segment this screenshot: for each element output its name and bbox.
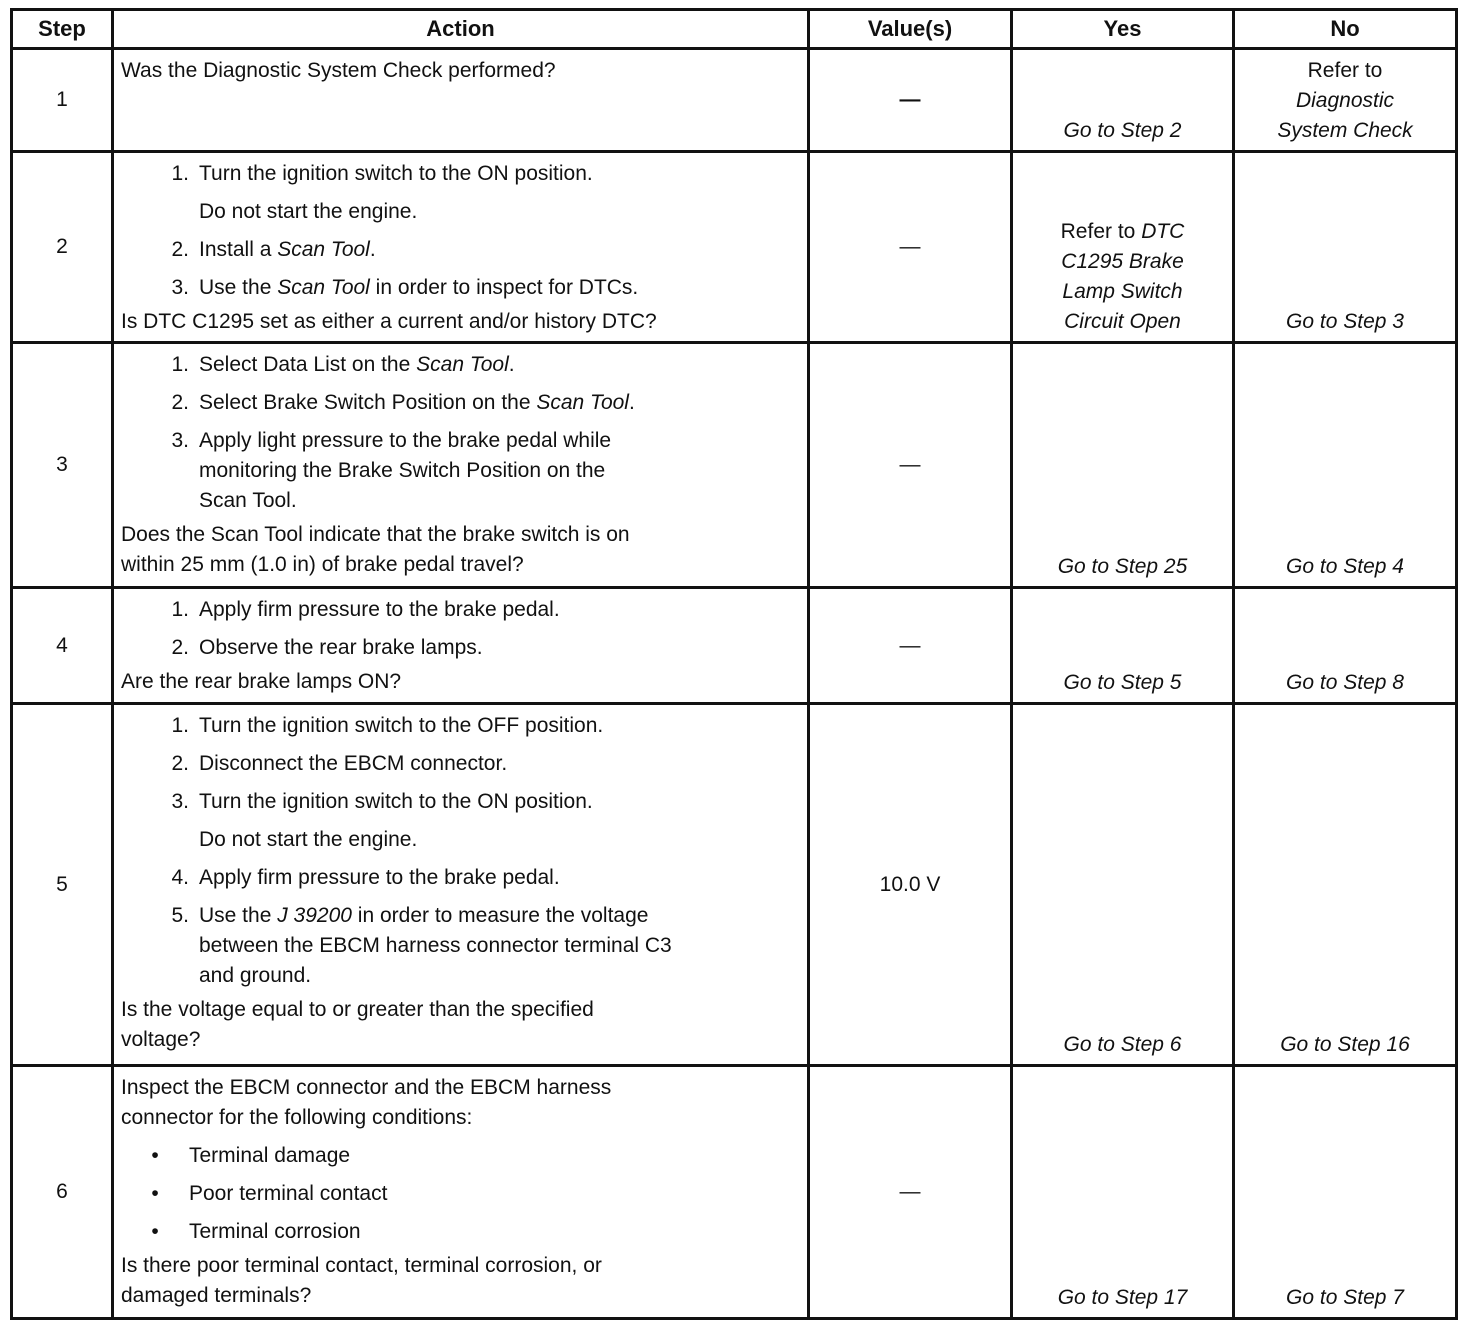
item-text-pre: Use the	[199, 276, 278, 299]
no-cell: Go to Step 16	[1234, 704, 1457, 1066]
list-item	[121, 159, 801, 189]
list-item	[121, 633, 801, 663]
diagnostic-table	[10, 8, 1458, 1320]
no-cell: Go to Step 7	[1234, 1066, 1457, 1319]
list-item	[121, 595, 801, 625]
item-number: 1.	[171, 598, 189, 621]
yes-ref-line4: Circuit Open	[1064, 310, 1181, 333]
list-item	[121, 1217, 801, 1247]
item-number: 2.	[171, 391, 189, 414]
item-number: 2.	[171, 238, 189, 261]
item-text-em: Scan Tool	[536, 391, 629, 414]
item-number: 2.	[171, 636, 189, 659]
item-text	[199, 426, 801, 516]
table-row	[12, 588, 1457, 704]
item-line: between the EBCM harness connector terminal C3	[199, 934, 672, 957]
action-cell	[113, 152, 809, 343]
item-text: Apply firm pressure to the brake pedal.	[199, 866, 560, 889]
list-item	[121, 350, 801, 380]
question: Are the rear brake lamps ON?	[121, 670, 402, 693]
list-item	[121, 273, 801, 303]
yes-cell	[1012, 152, 1234, 343]
item-text	[199, 273, 801, 303]
list-item	[121, 426, 801, 516]
item-text-pre: Select Data List on the	[199, 353, 417, 376]
list-item	[121, 1179, 801, 1209]
action-cell	[113, 49, 809, 152]
question-line: Does the Scan Tool indicate that the brake switch is on	[121, 523, 630, 546]
item-text-em: Scan Tool	[277, 276, 370, 299]
header-row	[12, 10, 1457, 49]
item-text	[199, 235, 801, 265]
step-number: 6	[12, 1066, 113, 1319]
item-number: 3.	[171, 790, 189, 813]
step-number: 4	[12, 588, 113, 704]
no-cell	[1234, 49, 1457, 152]
item-text: Turn the ignition switch to the ON position.	[199, 162, 593, 185]
item-text	[199, 350, 801, 380]
table-row	[12, 49, 1457, 152]
intro-line: Inspect the EBCM connector and the EBCM harness	[121, 1076, 612, 1099]
action-cell	[113, 1066, 809, 1319]
no-ref-line2: Diagnostic	[1295, 89, 1395, 112]
header-values: Value(s)	[809, 10, 1012, 49]
no-ref-line3: System Check	[1277, 119, 1413, 142]
item-text	[199, 901, 801, 991]
list-item	[121, 1141, 801, 1171]
question-line: Is there poor terminal contact, terminal corrosion, or	[121, 1254, 602, 1277]
item-text-post: in order to inspect for DTCs.	[369, 276, 639, 299]
header-action: Action	[113, 10, 809, 49]
question-line: damaged terminals?	[121, 1284, 312, 1307]
item-text: Observe the rear brake lamps.	[199, 636, 483, 659]
yes-cell: Go to Step 25	[1012, 343, 1234, 588]
item-text-pre: Install a	[199, 238, 278, 261]
item-text-pre: Select Brake Switch Position on the	[199, 391, 537, 414]
item-text-post: .	[628, 391, 635, 414]
yes-cell: Go to Step 2	[1012, 49, 1234, 152]
item-number: 5.	[171, 904, 189, 927]
item-text-em: Scan Tool	[416, 353, 509, 376]
question-line: Is the voltage equal to or greater than the specified	[121, 998, 594, 1021]
item-text: Terminal corrosion	[189, 1220, 361, 1243]
action-cell	[113, 343, 809, 588]
item-number: 3.	[171, 276, 189, 299]
item-text-pre: Use the	[199, 904, 278, 927]
value-cell: —	[809, 49, 1012, 152]
no-cell: Go to Step 4	[1234, 343, 1457, 588]
item-line: Scan Tool.	[199, 489, 297, 512]
yes-cell: Go to Step 6	[1012, 704, 1234, 1066]
step-number: 2	[12, 152, 113, 343]
value-cell: —	[809, 152, 1012, 343]
value-cell: —	[809, 588, 1012, 704]
header-no: No	[1234, 10, 1457, 49]
table-row	[12, 1066, 1457, 1319]
action-cell	[113, 704, 809, 1066]
list-item	[121, 711, 801, 741]
item-text-post: in order to measure the voltage	[351, 904, 649, 927]
no-cell: Go to Step 8	[1234, 588, 1457, 704]
item-text: Terminal damage	[189, 1144, 351, 1167]
item-text-post: .	[369, 238, 376, 261]
step-number: 1	[12, 49, 113, 152]
bullet-icon: •	[151, 1182, 159, 1205]
yes-cell: Go to Step 5	[1012, 588, 1234, 704]
item-text	[199, 388, 801, 418]
item-text: Poor terminal contact	[189, 1182, 388, 1205]
yes-ref-em: DTC	[1141, 220, 1185, 243]
table-row	[12, 704, 1457, 1066]
item-text-post: .	[508, 353, 515, 376]
item-text-em: J 39200	[277, 904, 352, 927]
list-item	[121, 749, 801, 779]
item-note: Do not start the engine.	[199, 200, 418, 223]
list-item	[121, 901, 801, 991]
yes-ref-line2: C1295 Brake	[1061, 250, 1184, 273]
action-cell	[113, 588, 809, 704]
question: Was the Diagnostic System Check performed?	[121, 59, 556, 82]
no-ref-prefix: Refer to	[1307, 59, 1383, 82]
item-text: Turn the ignition switch to the OFF position.	[199, 714, 604, 737]
item-number: 1.	[171, 714, 189, 737]
intro-line: connector for the following conditions:	[121, 1106, 473, 1129]
list-item	[121, 388, 801, 418]
item-text: Apply firm pressure to the brake pedal.	[199, 598, 560, 621]
step-number: 3	[12, 343, 113, 588]
bullet-icon: •	[151, 1144, 159, 1167]
list-item	[121, 787, 801, 817]
item-line: Apply light pressure to the brake pedal while	[199, 429, 612, 452]
item-text: Disconnect the EBCM connector.	[199, 752, 508, 775]
yes-ref-prefix: Refer to	[1060, 220, 1136, 243]
item-number: 1.	[171, 162, 189, 185]
question-line: voltage?	[121, 1028, 201, 1051]
question-line: within 25 mm (1.0 in) of brake pedal travel?	[121, 553, 524, 576]
item-number: 4.	[171, 866, 189, 889]
header-yes: Yes	[1012, 10, 1234, 49]
value-cell: 10.0 V	[809, 704, 1012, 1066]
header-step: Step	[12, 10, 113, 49]
item-number: 2.	[171, 752, 189, 775]
item-text-em: Scan Tool	[277, 238, 370, 261]
step-number: 5	[12, 704, 113, 1066]
list-item	[121, 235, 801, 265]
item-number: 1.	[171, 353, 189, 376]
value-cell: —	[809, 343, 1012, 588]
item-text: Turn the ignition switch to the ON position.	[199, 790, 593, 813]
table-row	[12, 152, 1457, 343]
yes-ref-line3: Lamp Switch	[1062, 280, 1183, 303]
item-note: Do not start the engine.	[199, 828, 418, 851]
no-cell: Go to Step 3	[1234, 152, 1457, 343]
table-row	[12, 343, 1457, 588]
item-line: monitoring the Brake Switch Position on the	[199, 459, 606, 482]
question: Is DTC C1295 set as either a current and/or history DTC?	[121, 310, 657, 333]
list-item	[121, 863, 801, 893]
bullet-icon: •	[151, 1220, 159, 1243]
item-number: 3.	[171, 429, 189, 452]
value-cell: —	[809, 1066, 1012, 1319]
item-line: and ground.	[199, 964, 312, 987]
yes-cell: Go to Step 17	[1012, 1066, 1234, 1319]
